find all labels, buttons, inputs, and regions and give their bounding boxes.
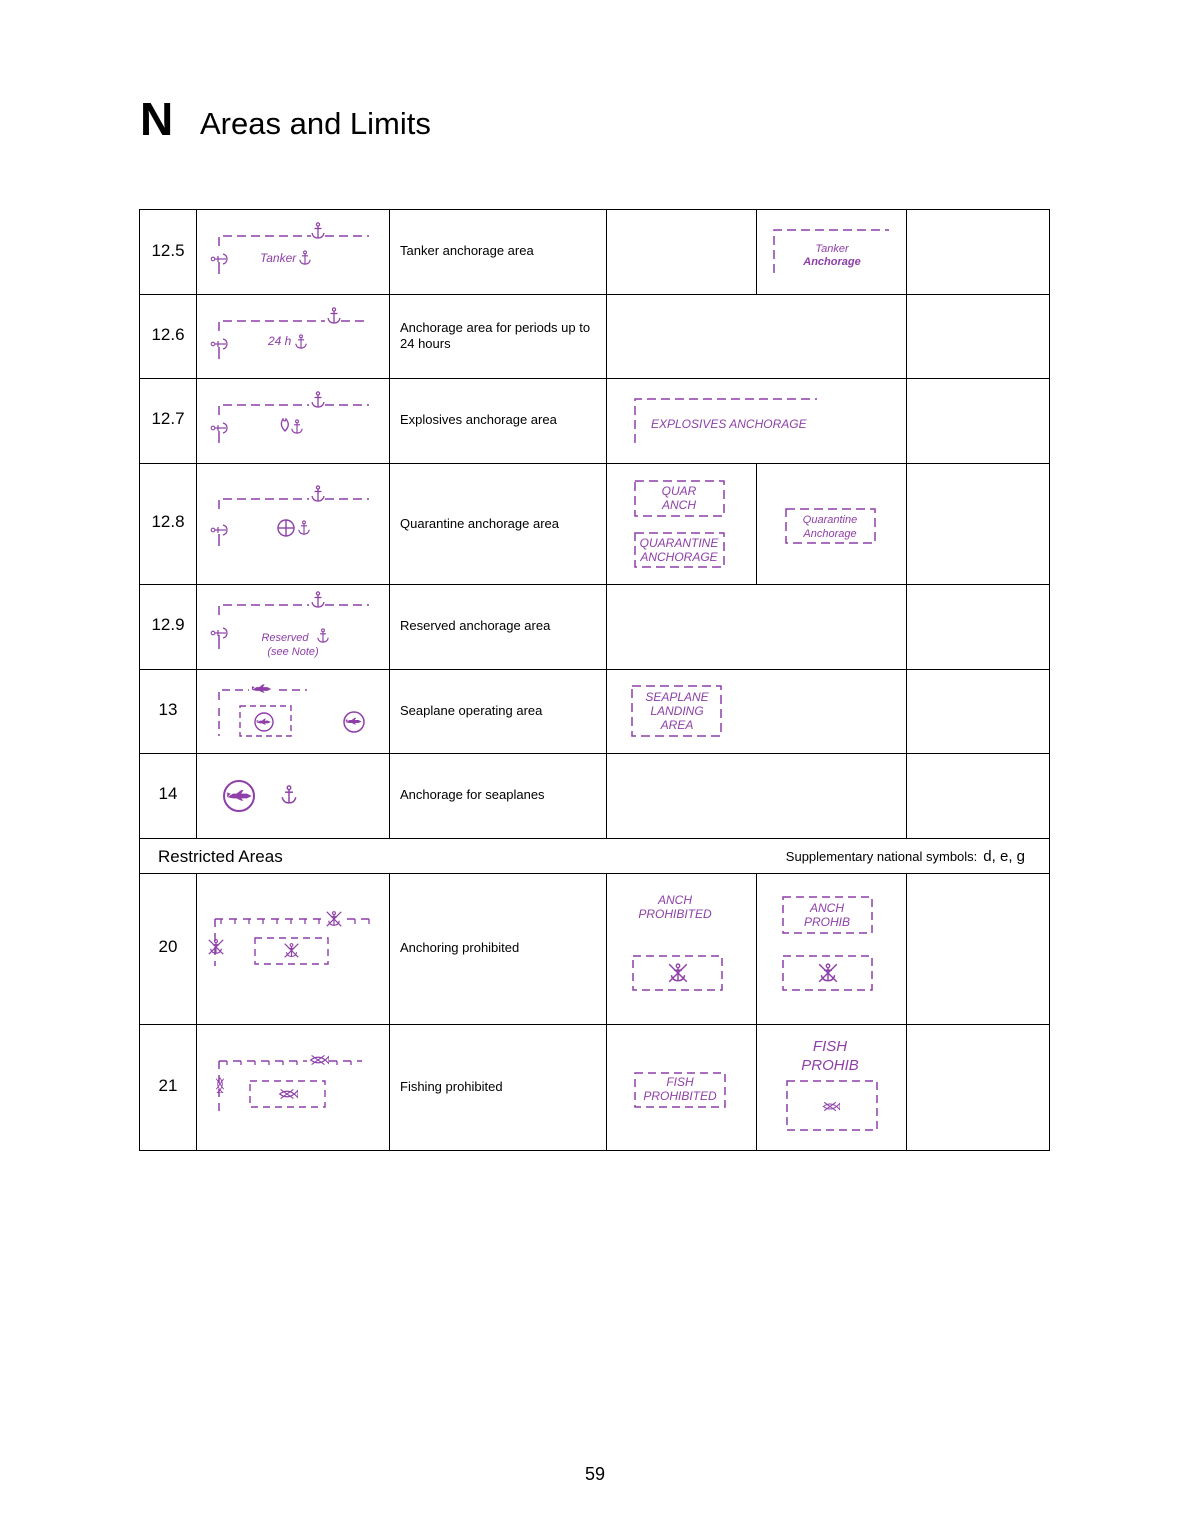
- anch-text: ANCH: [661, 498, 697, 512]
- supplementary-symbols-note: [786, 848, 1025, 865]
- other-chart-cell-a: [606, 210, 756, 294]
- description-cell: [389, 754, 606, 838]
- tanker-text: Tanker: [815, 243, 849, 255]
- quarantine-anchorage-boxes: [607, 464, 757, 585]
- symbol-cell: [196, 585, 389, 669]
- seaplane-anchorage-symbol: [197, 754, 390, 839]
- description-cell: [389, 670, 606, 753]
- row-number: 20: [158, 937, 178, 956]
- row-number: 14: [158, 784, 178, 803]
- prohib-text: PROHIB: [801, 1057, 859, 1074]
- quarantine-icon: [278, 520, 294, 536]
- description-cell: [389, 379, 606, 463]
- symbol-cell: [196, 670, 389, 753]
- remarks-cell: [906, 295, 1049, 378]
- other-chart-cell: [606, 585, 906, 669]
- number-cell: [140, 464, 196, 584]
- table-row: [140, 295, 1049, 379]
- symbol-label: Tanker: [260, 251, 297, 265]
- quarantine-anchorage-symbol: [197, 464, 390, 585]
- other-chart-cell: [606, 295, 906, 378]
- row-description: Tanker anchorage area: [400, 243, 534, 258]
- explosives-anchorage-text: EXPLOSIVES ANCHORAGE: [651, 417, 807, 431]
- other-chart-cell-b: [756, 874, 906, 1024]
- other-chart-cell: [606, 670, 906, 753]
- other-chart-cell-b: [756, 210, 906, 294]
- seaplane-text: SEAPLANE: [645, 690, 709, 704]
- table-row: [140, 670, 1049, 754]
- symbols-table: [139, 209, 1050, 1151]
- anch-text: ANCH: [657, 893, 693, 907]
- explosives-anchorage-symbol: [197, 379, 390, 464]
- other-chart-cell: [606, 754, 906, 838]
- row-description: Reserved anchorage area: [400, 618, 551, 633]
- table-row: [140, 874, 1049, 1025]
- quarantine-text: QUARANTINE: [639, 536, 719, 550]
- other-chart-cell-b: [756, 464, 906, 584]
- row-number: 12.5: [151, 241, 185, 260]
- section-letter: N: [140, 93, 174, 145]
- section-header-row: [140, 839, 1049, 874]
- anchorage-text: Anchorage: [803, 256, 861, 268]
- row-description: Anchorage area for periods up to 24 hours: [400, 320, 591, 351]
- table-row: [140, 1025, 1049, 1150]
- section-title: Restricted Areas: [158, 847, 283, 866]
- number-cell: [140, 1025, 196, 1150]
- see-note-text: (see Note): [267, 646, 319, 658]
- remarks-cell: [906, 585, 1049, 669]
- row-number: 12.7: [151, 409, 185, 428]
- fish-text: FISH: [666, 1075, 694, 1089]
- remarks-cell: [906, 754, 1049, 838]
- page-title: Areas and Limits: [200, 106, 431, 141]
- number-cell: [140, 874, 196, 1024]
- other-chart-cell-a: [606, 464, 756, 584]
- other-chart-cell-b: [756, 1025, 906, 1150]
- symbol-cell: [196, 874, 389, 1024]
- row-number: 13: [158, 700, 178, 719]
- remarks-cell: [906, 670, 1049, 753]
- row-number: 21: [158, 1076, 178, 1095]
- supplementary-label: Supplementary national symbols:: [785, 849, 978, 864]
- symbol-cell: [196, 379, 389, 463]
- table-row: [140, 210, 1049, 295]
- reserved-anchorage-symbol: [197, 585, 390, 670]
- table-row: [140, 585, 1049, 670]
- anchorage-text: ANCHORAGE: [640, 550, 718, 564]
- prohibited-text: PROHIBITED: [643, 1089, 717, 1103]
- anchoring-prohibited-symbol: [197, 874, 390, 1025]
- row-description: Explosives anchorage area: [400, 412, 557, 427]
- seaplane-area-symbol: [197, 670, 390, 754]
- fish-prohibited-box: [607, 1025, 757, 1150]
- anchor-prohibited-icon: [669, 964, 687, 982]
- remarks-cell: [906, 464, 1049, 584]
- remarks-cell: [906, 1025, 1049, 1150]
- number-cell: [140, 295, 196, 378]
- row-description: Fishing prohibited: [400, 1079, 503, 1094]
- symbol-cell: [196, 1025, 389, 1150]
- row-description: Anchoring prohibited: [400, 940, 520, 955]
- row-number: 12.6: [151, 325, 185, 344]
- seaplane-icon: [252, 684, 271, 692]
- fish-prohibited-icon: [823, 1102, 840, 1110]
- landing-text: LANDING: [650, 704, 704, 718]
- anchor-prohibited-icon: [819, 964, 837, 982]
- anchorage-limit-symbol: [197, 210, 390, 295]
- flame-icon: [281, 419, 288, 431]
- other-chart-cell: [606, 379, 906, 463]
- anchor-prohibited-icon: [327, 912, 341, 926]
- fish-prohib-symbols: [757, 1025, 907, 1150]
- row-description: Quarantine anchorage area: [400, 516, 560, 531]
- number-cell: [140, 379, 196, 463]
- row-description: Anchorage for seaplanes: [400, 787, 545, 802]
- description-cell: [389, 1025, 606, 1150]
- remarks-cell: [906, 874, 1049, 1024]
- explosives-anchorage-text-symbol: [607, 379, 907, 464]
- prohib-text: PROHIB: [803, 915, 851, 929]
- fishing-prohibited-symbol: [197, 1025, 390, 1150]
- number-cell: [140, 754, 196, 838]
- quarantine-text: Quarantine: [802, 514, 858, 526]
- description-cell: [389, 874, 606, 1024]
- quar-text: QUAR: [661, 484, 697, 498]
- fish-text: FISH: [812, 1038, 848, 1055]
- page-number: 59: [584, 1464, 606, 1484]
- description-cell: [389, 585, 606, 669]
- other-chart-cell-a: [606, 1025, 756, 1150]
- anch-prohib-symbols: [757, 874, 907, 1025]
- row-number: 12.8: [151, 512, 185, 531]
- anch-prohibited-symbols: [607, 874, 757, 1025]
- symbol-label: 24 h: [268, 334, 292, 348]
- symbol-cell: [196, 464, 389, 584]
- area-text: AREA: [660, 718, 694, 732]
- description-cell: [389, 210, 606, 294]
- supplementary-letters: d, e, g: [983, 848, 1025, 865]
- prohibited-text: PROHIBITED: [638, 907, 712, 921]
- quarantine-anchorage-italic-box: [757, 464, 907, 585]
- reserved-text: Reserved: [261, 632, 309, 644]
- table-row: [140, 379, 1049, 464]
- row-description: Seaplane operating area: [400, 703, 543, 718]
- number-cell: [140, 210, 196, 294]
- number-cell: [140, 585, 196, 669]
- number-cell: [140, 670, 196, 753]
- seaplane-landing-area-box: [607, 670, 907, 754]
- other-chart-cell-a: [606, 874, 756, 1024]
- anchor-icon: [282, 786, 296, 803]
- anchorage-text: Anchorage: [803, 528, 857, 540]
- anchorage-24h-symbol: [197, 295, 390, 379]
- fish-prohibited-icon: [311, 1055, 329, 1064]
- remarks-cell: [906, 379, 1049, 463]
- row-number: 12.9: [151, 615, 185, 634]
- anch-text: ANCH: [809, 901, 845, 915]
- description-cell: [389, 464, 606, 584]
- description-cell: [389, 295, 606, 378]
- remarks-cell: [906, 210, 1049, 294]
- symbol-cell: [196, 754, 389, 838]
- symbol-cell: [196, 295, 389, 378]
- table-row: [140, 464, 1049, 585]
- table-row: [140, 754, 1049, 839]
- tanker-anchorage-text-symbol: [757, 210, 907, 295]
- symbol-cell: [196, 210, 389, 294]
